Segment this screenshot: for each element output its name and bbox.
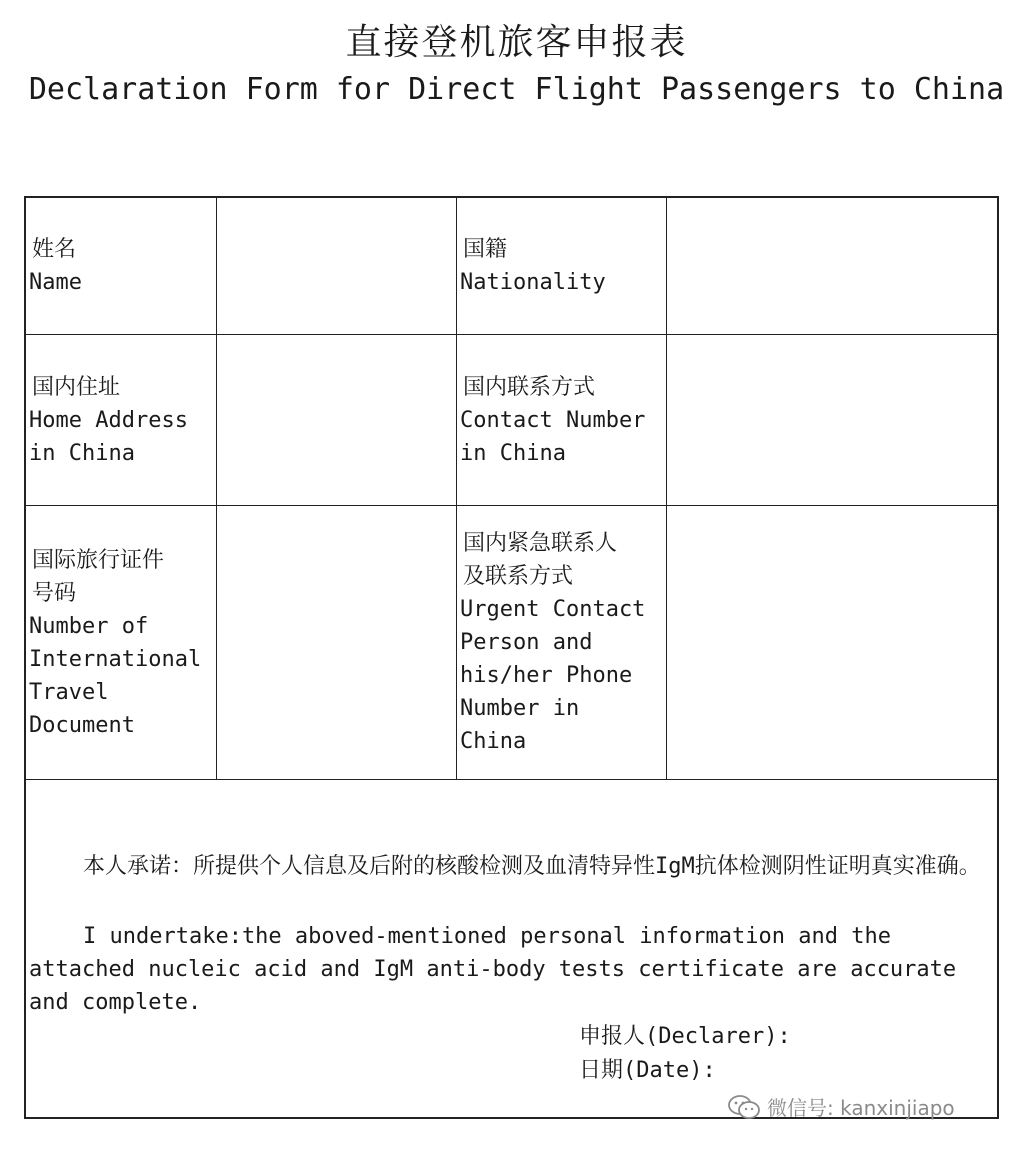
home-address-field[interactable] — [217, 335, 457, 506]
travel-document-field[interactable] — [217, 506, 457, 780]
contact-number-field[interactable] — [667, 335, 997, 506]
name-label — [26, 198, 217, 335]
declaration-text-en: I undertake:the aboved-mentioned personal information and the attached nucleic acid and IgM anti-body tests certificate are accurate and complete. — [29, 924, 957, 1015]
date-label: 日期(Date): — [579, 1058, 716, 1083]
contact-number-label — [457, 335, 667, 506]
declaration-form — [24, 196, 999, 1119]
urgent-contact-label-cn: 国内紧急联系人 及联系方式 — [463, 531, 618, 589]
nationality-label-en: Nationality — [460, 270, 606, 295]
nationality-field[interactable] — [667, 198, 997, 335]
travel-document-label-en: Number of International Travel Document — [29, 613, 202, 738]
form-title-cn: 直接登机旅客申报表 — [345, 22, 688, 63]
name-label-cn: 姓名 — [32, 237, 77, 262]
wechat-icon — [727, 1094, 761, 1120]
declarer-label: 申报人(Declarer): — [579, 1024, 791, 1049]
nationality-label-cn: 国籍 — [463, 237, 508, 262]
contact-number-label-cn: 国内联系方式 — [463, 374, 596, 400]
info-grid — [26, 198, 997, 780]
form-title-en: Declaration Form for Direct Flight Passengers to China — [28, 72, 1005, 107]
home-address-label — [26, 335, 217, 506]
signature-block — [579, 1020, 791, 1088]
declaration-text-cn: 本人承诺：所提供个人信息及后附的核酸检测及血清特异性IgM抗体检测阴性证明真实准确。 — [83, 854, 981, 879]
urgent-contact-label-en: Urgent Contact Person and his/her Phone Number in China — [460, 597, 646, 754]
travel-document-label — [26, 506, 217, 780]
nationality-label — [457, 198, 667, 335]
name-field[interactable] — [217, 198, 457, 335]
urgent-contact-label — [457, 506, 667, 780]
declaration-section — [26, 780, 997, 1117]
watermark-text: 微信号: kanxinjiapo — [767, 1096, 955, 1120]
travel-document-label-cn: 国际旅行证件 号码 — [32, 547, 165, 606]
home-address-label-cn: 国内住址 — [32, 374, 121, 400]
watermark — [727, 1092, 955, 1121]
contact-number-label-en: Contact Number in China — [460, 407, 646, 466]
urgent-contact-field[interactable] — [667, 506, 997, 780]
home-address-label-en: Home Address in China — [29, 407, 188, 466]
name-label-en: Name — [29, 270, 82, 295]
